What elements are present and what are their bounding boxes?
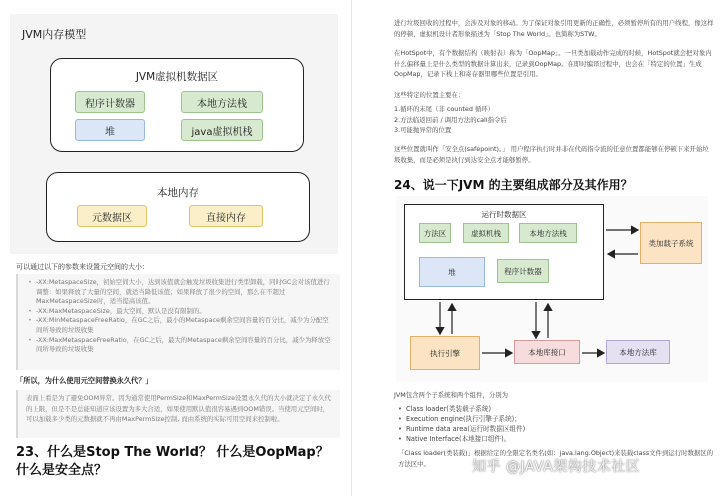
jvm-data-area-title: JVM虚拟机数据区 bbox=[135, 71, 219, 83]
diagram-arrows bbox=[396, 196, 708, 382]
list-item: • Execution engine(执行引擎子系统)； bbox=[398, 414, 525, 424]
param-quote-block bbox=[16, 274, 340, 370]
answer-text: 表面上看是为了避免OOM异常。因为通常使用PermSize和MaxPermSize设置永久代的大小就决定了永久代的上限，但是不是总能知道应该设置为多大合适，如果使用默认值很容易遇到OOM错误。当使用元空间时，可以加载多少类的元数据就不再由MaxPermSize控制, 而由系统的实际可用空间来控制啦。 bbox=[26, 394, 331, 423]
native-memory-box bbox=[46, 172, 310, 242]
pc-register-cell: 程序计数器 bbox=[75, 91, 145, 113]
safepoint-paragraph: 这些位置就叫作「安全点(safepoint)。」 用户程序执行时并非在代码指令流的任意位置都能够在停顿下来开始垃圾收集，而是必须是执行到达安全点才能够暂停。 bbox=[394, 145, 709, 164]
list-item: • Class loader(类装载子系统) bbox=[398, 404, 525, 414]
param-item: • -XX:MetaspaceSize，初始空间大小，达到该值就会触发垃圾收集进行类型卸载，同时GC会对该值进行调整：如果释放了大量的空间，就适当降低该值；如果释放了很少的空间，那么在不超过MaxMetaspaceSize时，适当提高该值。 bbox=[28, 278, 332, 307]
jvm-data-area-box bbox=[50, 58, 304, 152]
jvm-components-list bbox=[398, 404, 525, 444]
diagram-title: JVM内存模型 bbox=[22, 28, 87, 41]
native-library-box: 本地方法库 bbox=[606, 340, 670, 364]
class-loader-box: 类加载子系统 bbox=[640, 222, 702, 264]
param-item: • -XX:MaxMetaspaceSize，最大空间，默认是没有限制的。 bbox=[28, 307, 332, 317]
jvm-intro-text: JVM包含两个子系统和两个组件，分别为 bbox=[394, 391, 509, 399]
list-item: 2.方法临返回前 / 调用方法的call指令后 bbox=[394, 115, 507, 124]
native-method-stack-cell: 本地方法栈 bbox=[519, 223, 577, 243]
java-vm-stack-cell: java虚拟机栈 bbox=[181, 119, 263, 141]
safepoint-intro: 这些特定的位置主要在： bbox=[394, 91, 465, 99]
metaspace-cell: 元数据区 bbox=[77, 205, 147, 227]
class-loader-paragraph: 「Class loader(类装载)」根据给定的全限定名类名(如：java.lang.Object)来装载class文件到运行时数据区的方法区中。 bbox=[398, 449, 714, 468]
answer-quote-block bbox=[16, 390, 340, 438]
left-page bbox=[0, 0, 352, 496]
list-item: • Native Interface(本地接口组件)。 bbox=[398, 434, 525, 444]
zhihu-watermark: 知乎 @JAVA架构技术社区 bbox=[472, 459, 641, 475]
runtime-data-area-title: 运行时数据区 bbox=[481, 210, 527, 219]
direct-memory-cell: 直接内存 bbox=[189, 205, 263, 227]
native-memory-title: 本地内存 bbox=[157, 187, 199, 199]
jvm-components-diagram bbox=[396, 196, 708, 382]
question-text: 「所以，为什么使用元空间替换永久代？」 bbox=[16, 376, 153, 385]
oopmap-paragraph: 在HotSpot中，有个数据结构（映射表）称为「OopMap」。一旦类加载动作完成的时候，HotSpot就会把对象内什么偏移量上是什么类型的数据计算出来，记录到OopMap。在即时编译过程中，也会在「特定的位置」生成 OopMap，记录下栈上和寄存器里哪些位置是引用。 bbox=[394, 49, 712, 78]
heap-cell: 堆 bbox=[419, 257, 485, 287]
execution-engine-box: 执行引擎 bbox=[410, 336, 480, 370]
list-item: 1.循环的末尾（非 counted 循环） bbox=[394, 105, 495, 113]
safepoint-list bbox=[394, 104, 714, 136]
section-heading-24: 24、说一下JVM 的主要组成部分及其作用？ bbox=[394, 178, 633, 192]
native-method-stack-cell: 本地方法栈 bbox=[181, 91, 263, 113]
vm-stack-cell: 虚拟机栈 bbox=[463, 223, 509, 243]
pc-register-cell: 程序计数器 bbox=[497, 259, 549, 283]
param-item: • -XX:MaxMetaspaceFreeRatio，在GC之后，最大的Metaspace剩余空间容量的百分比，减少为释放空间所导致的垃圾收集 bbox=[28, 336, 332, 355]
section-heading-23: 23、什么是Stop The World？ 什么是OopMap？什么是安全点？ bbox=[16, 445, 329, 478]
method-area-cell: 方法区 bbox=[419, 223, 451, 243]
param-item: • -XX:MinMetaspaceFreeRatio，在GC之后，最小的Metaspace剩余空间容量的百分比，减少为分配空间所导致的垃圾收集 bbox=[28, 316, 332, 335]
list-item: 3.可能抛异常的位置 bbox=[394, 126, 452, 134]
stw-paragraph: 进行垃圾回收的过程中，会涉及对象的移动。为了保证对象引用更新的正确性，必须暂停所有的用户线程，像这样的停顿，虚拟机设计者形象描述为「Stop The World」。也简称为STW。 bbox=[394, 19, 714, 38]
heap-cell: 堆 bbox=[75, 119, 145, 141]
native-interface-box: 本地库接口 bbox=[514, 340, 580, 364]
list-item: • Runtime data area(运行时数据区组件) bbox=[398, 424, 525, 434]
param-intro-text: 可以通过以下的参数来设置元空间的大小： bbox=[16, 263, 149, 271]
